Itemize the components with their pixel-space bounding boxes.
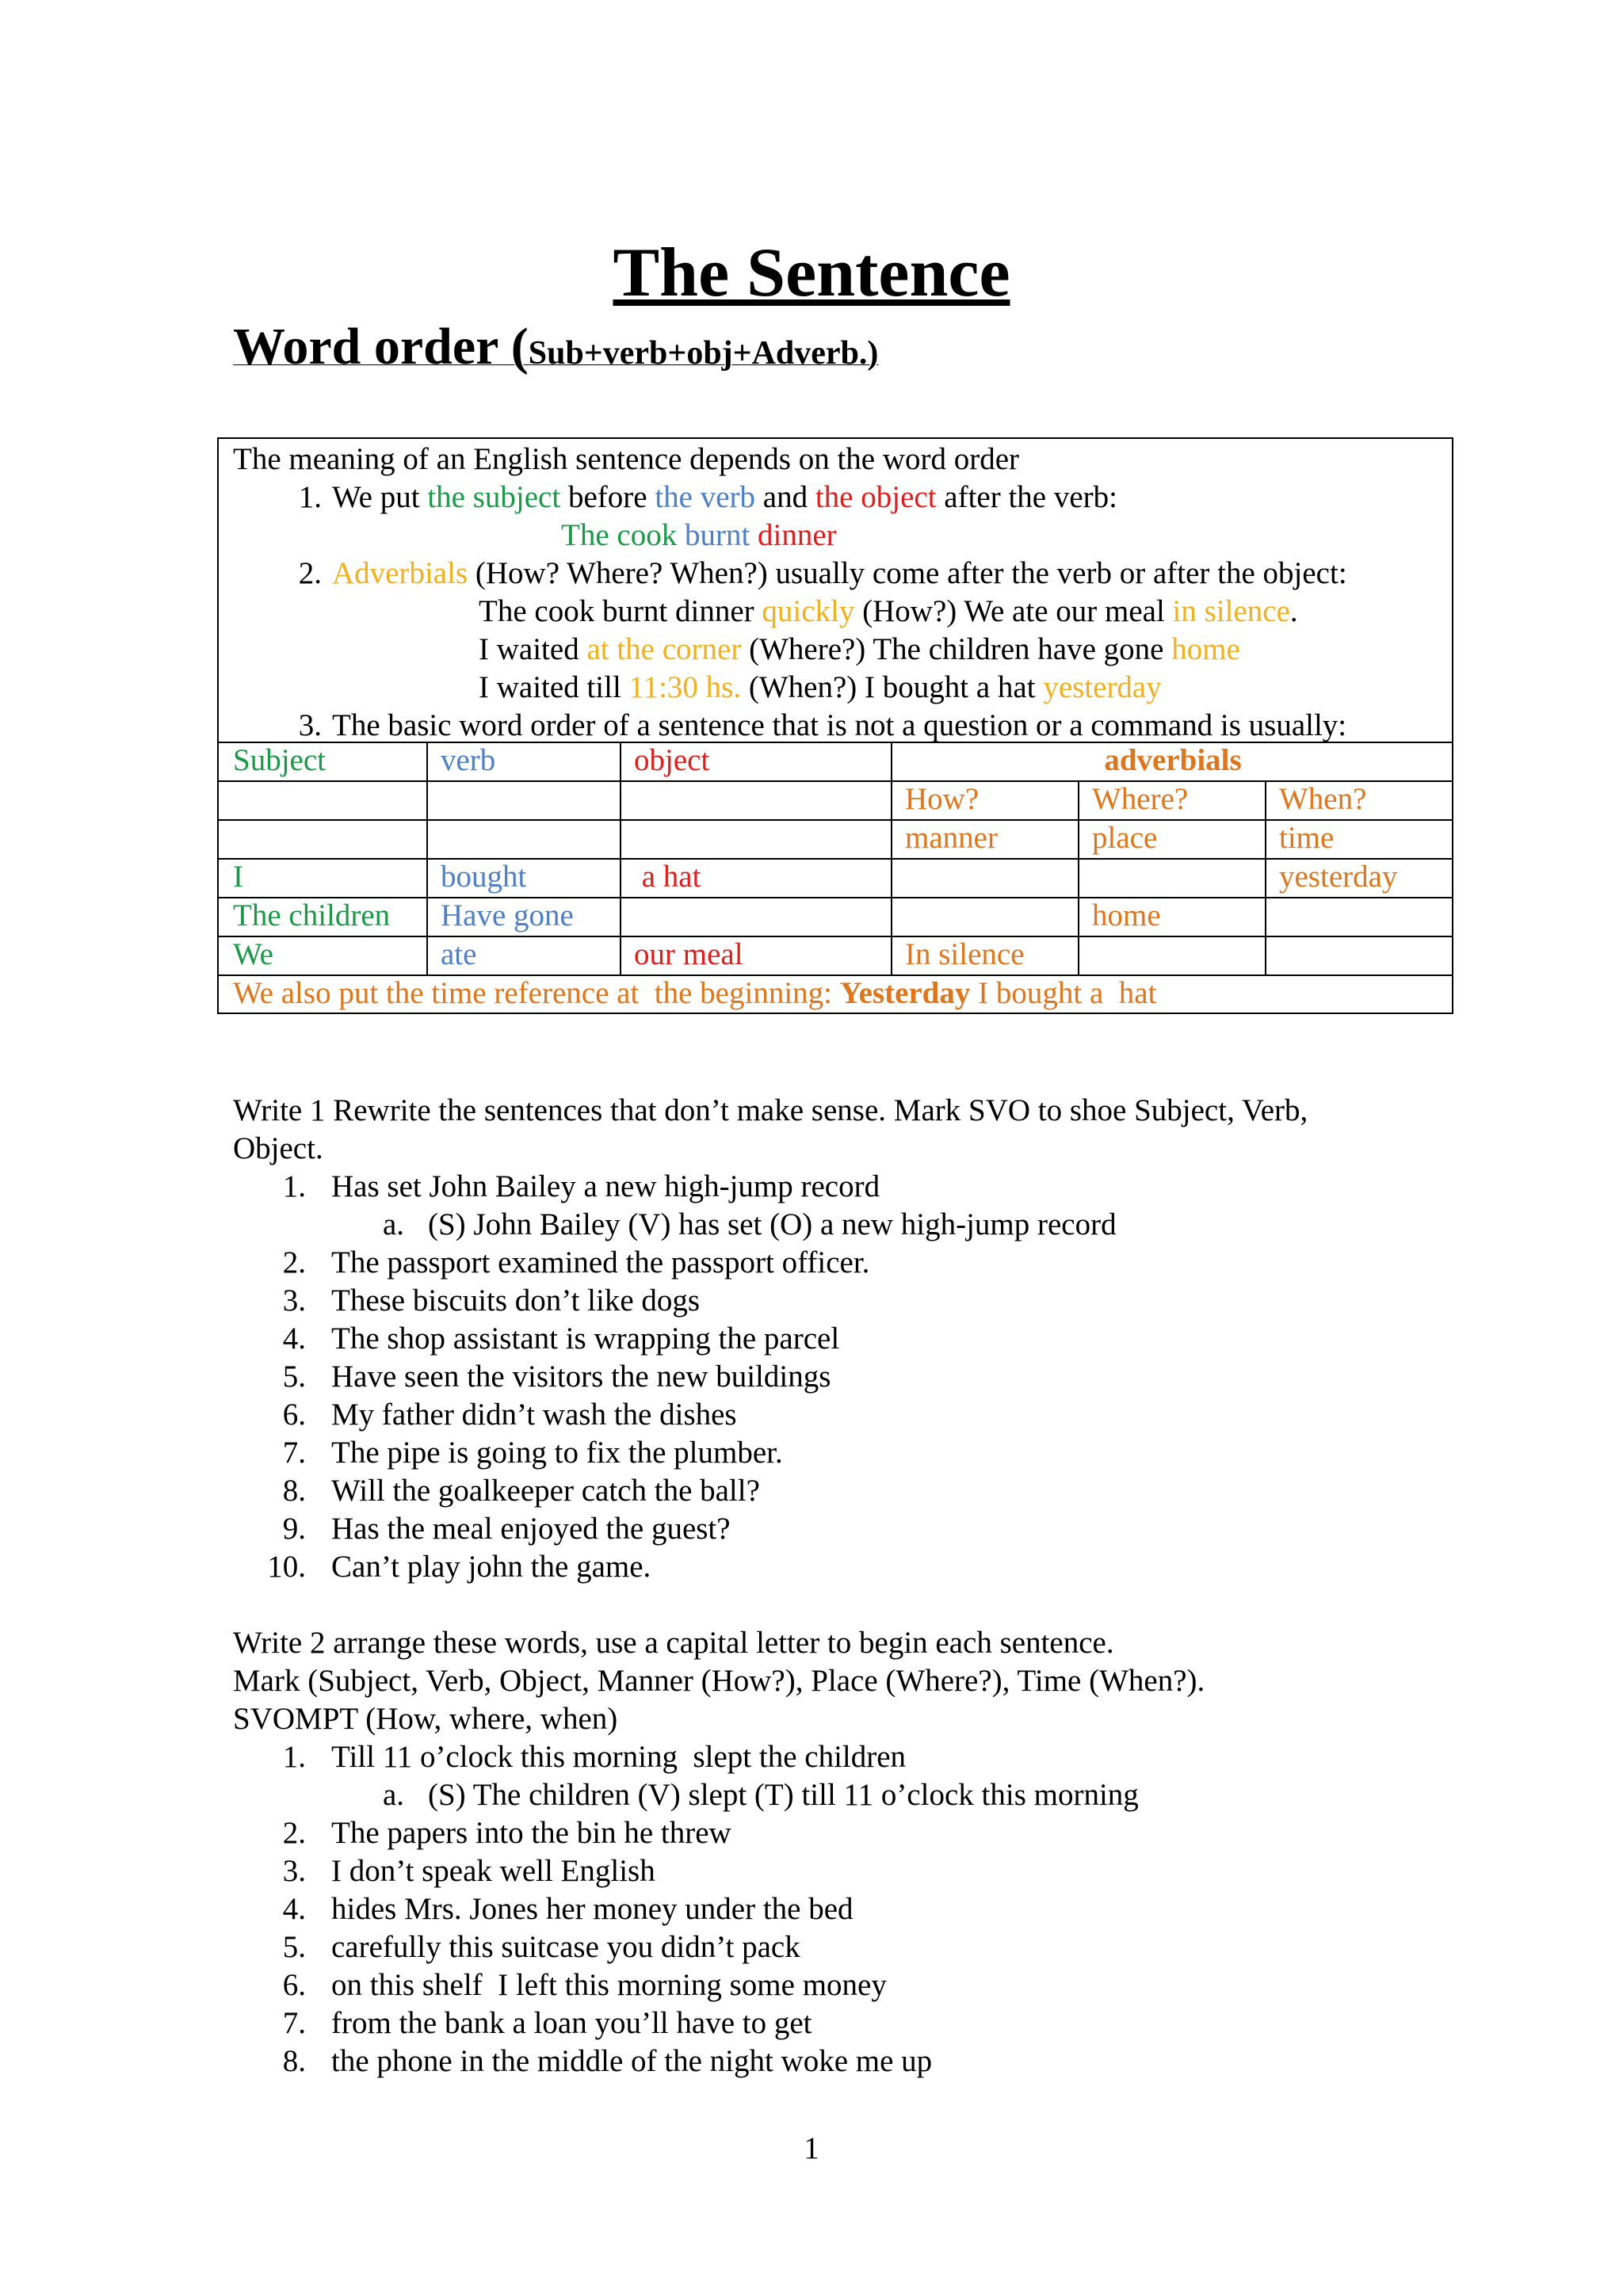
table-rule bbox=[426, 742, 428, 974]
list-number: 3. bbox=[282, 1854, 306, 1888]
box-intro: The meaning of an English sentence depends on the word order bbox=[233, 442, 1020, 476]
list-item: The shop assistant is wrapping the parcel bbox=[331, 1322, 840, 1356]
list-number: 1. bbox=[282, 1740, 306, 1774]
table-rule bbox=[620, 742, 621, 974]
list-number: 7. bbox=[282, 1436, 306, 1470]
write2-instructions: Write 2 arrange these words, use a capital letter to begin each sentence. bbox=[233, 1626, 1114, 1660]
cell-subject: I bbox=[233, 860, 243, 894]
table-rule bbox=[219, 936, 1452, 937]
list-number: 7. bbox=[282, 2006, 306, 2040]
cell-object: a hat bbox=[634, 860, 701, 894]
table-rule bbox=[219, 780, 1452, 782]
write2-instructions-cont: Mark (Subject, Verb, Object, Manner (How?), Place (Where?), Time (When?). bbox=[233, 1664, 1205, 1698]
list-item: Have seen the visitors the new buildings bbox=[331, 1360, 831, 1394]
table-note: We also put the time reference at the beginning: Yesterday I bought a hat bbox=[233, 976, 1157, 1010]
page-number: 1 bbox=[804, 2131, 819, 2165]
example-1: The cook burnt dinner bbox=[561, 518, 837, 552]
cell-time: yesterday bbox=[1279, 860, 1398, 894]
list-item: from the bank a loan you’ll have to get bbox=[331, 2006, 812, 2040]
write1-instructions: Write 1 Rewrite the sentences that don’t make sense. Mark SVO to shoe Subject, Verb, bbox=[233, 1093, 1308, 1127]
list-item: These biscuits don’t like dogs bbox=[331, 1283, 701, 1318]
list-number: 5. bbox=[282, 1930, 306, 1964]
rule-number: 1. bbox=[298, 480, 322, 514]
table-rule bbox=[219, 858, 1452, 860]
list-item: Has the meal enjoyed the guest? bbox=[331, 1512, 731, 1546]
list-number: 4. bbox=[282, 1322, 306, 1356]
cell-verb: bought bbox=[441, 860, 527, 894]
list-item: The passport examined the passport officer. bbox=[331, 1245, 870, 1280]
sub-item-letter: a. bbox=[382, 1778, 404, 1812]
cell-manner: In silence bbox=[905, 937, 1025, 971]
list-item: carefully this suitcase you didn’t pack bbox=[331, 1930, 800, 1964]
cell-place: home bbox=[1092, 898, 1161, 933]
example-2c: I waited till 11:30 hs. (When?) I bought a hat yesterday bbox=[479, 670, 1162, 704]
example-2a: The cook burnt dinner quickly (How?) We ate our meal in silence. bbox=[479, 594, 1298, 628]
list-number: 9. bbox=[282, 1512, 306, 1546]
rule-3: The basic word order of a sentence that is not a question or a command is usually: bbox=[332, 708, 1347, 742]
header-manner: manner bbox=[905, 821, 998, 855]
list-item: Till 11 o’clock this morning slept the children bbox=[331, 1740, 907, 1774]
cell-subject: We bbox=[233, 937, 273, 971]
rule-number: 3. bbox=[298, 708, 322, 742]
section-heading bbox=[233, 315, 878, 392]
list-item: the phone in the middle of the night woke me up bbox=[331, 2044, 933, 2078]
list-number: 10. bbox=[267, 1550, 306, 1584]
table-rule bbox=[1265, 780, 1266, 974]
example-2b: I waited at the corner (Where?) The children have gone home bbox=[479, 632, 1240, 666]
list-item: My father didn’t wash the dishes bbox=[331, 1398, 737, 1432]
header-when: When? bbox=[1279, 782, 1367, 816]
list-number: 4. bbox=[282, 1892, 306, 1926]
list-item: on this shelf I left this morning some money bbox=[331, 1968, 887, 2002]
cell-verb: Have gone bbox=[441, 898, 574, 933]
write2-instructions-code: SVOMPT (How, where, when) bbox=[233, 1702, 618, 1736]
list-item: Will the goalkeeper catch the ball? bbox=[331, 1474, 760, 1508]
word-order-box bbox=[217, 437, 1453, 1014]
heading-formula: Sub+verb+obj+Adverb.) bbox=[528, 335, 879, 372]
header-place: place bbox=[1092, 821, 1158, 855]
header-subject: Subject bbox=[233, 743, 326, 777]
heading-main: Word order ( bbox=[233, 318, 529, 376]
list-item: hides Mrs. Jones her money under the bed bbox=[331, 1892, 854, 1926]
list-item: Can’t play john the game. bbox=[331, 1550, 651, 1584]
list-item: Has set John Bailey a new high-jump record bbox=[331, 1169, 880, 1203]
cell-verb: ate bbox=[441, 937, 477, 971]
write1-instructions-cont: Object. bbox=[233, 1131, 323, 1165]
list-number: 8. bbox=[282, 1474, 306, 1508]
header-where: Where? bbox=[1092, 782, 1189, 816]
table-rule bbox=[219, 897, 1452, 898]
list-number: 5. bbox=[282, 1360, 306, 1394]
rule-number: 2. bbox=[298, 556, 322, 590]
list-item: The pipe is going to fix the plumber. bbox=[331, 1436, 783, 1470]
sub-item-letter: a. bbox=[382, 1207, 404, 1241]
table-rule bbox=[219, 819, 1452, 821]
header-time: time bbox=[1279, 821, 1335, 855]
header-how: How? bbox=[905, 782, 980, 816]
list-number: 1. bbox=[282, 1169, 306, 1203]
list-number: 2. bbox=[282, 1816, 306, 1850]
word-order-table bbox=[219, 742, 1452, 1013]
cell-object: our meal bbox=[634, 937, 743, 971]
list-number: 6. bbox=[282, 1968, 306, 2002]
rule-1: We put the subject before the verb and the object after the verb: bbox=[332, 480, 1117, 514]
cell-subject: The children bbox=[233, 898, 391, 933]
list-number: 2. bbox=[282, 1245, 306, 1280]
list-item: The papers into the bin he threw bbox=[331, 1816, 731, 1850]
table-rule bbox=[1078, 780, 1079, 974]
sub-item: (S) The children (V) slept (T) till 11 o’clock this morning bbox=[428, 1778, 1139, 1812]
header-verb: verb bbox=[441, 743, 496, 777]
header-adverbials: adverbials bbox=[1104, 743, 1242, 777]
list-item: I don’t speak well English bbox=[331, 1854, 655, 1888]
list-number: 3. bbox=[282, 1283, 306, 1318]
list-number: 8. bbox=[282, 2044, 306, 2078]
sub-item: (S) John Bailey (V) has set (O) a new high-jump record bbox=[428, 1207, 1117, 1241]
page-title: The Sentence bbox=[613, 235, 1010, 311]
header-object: object bbox=[634, 743, 710, 777]
list-number: 6. bbox=[282, 1398, 306, 1432]
rule-2: Adverbials (How? Where? When?) usually come after the verb or after the object: bbox=[332, 556, 1347, 590]
